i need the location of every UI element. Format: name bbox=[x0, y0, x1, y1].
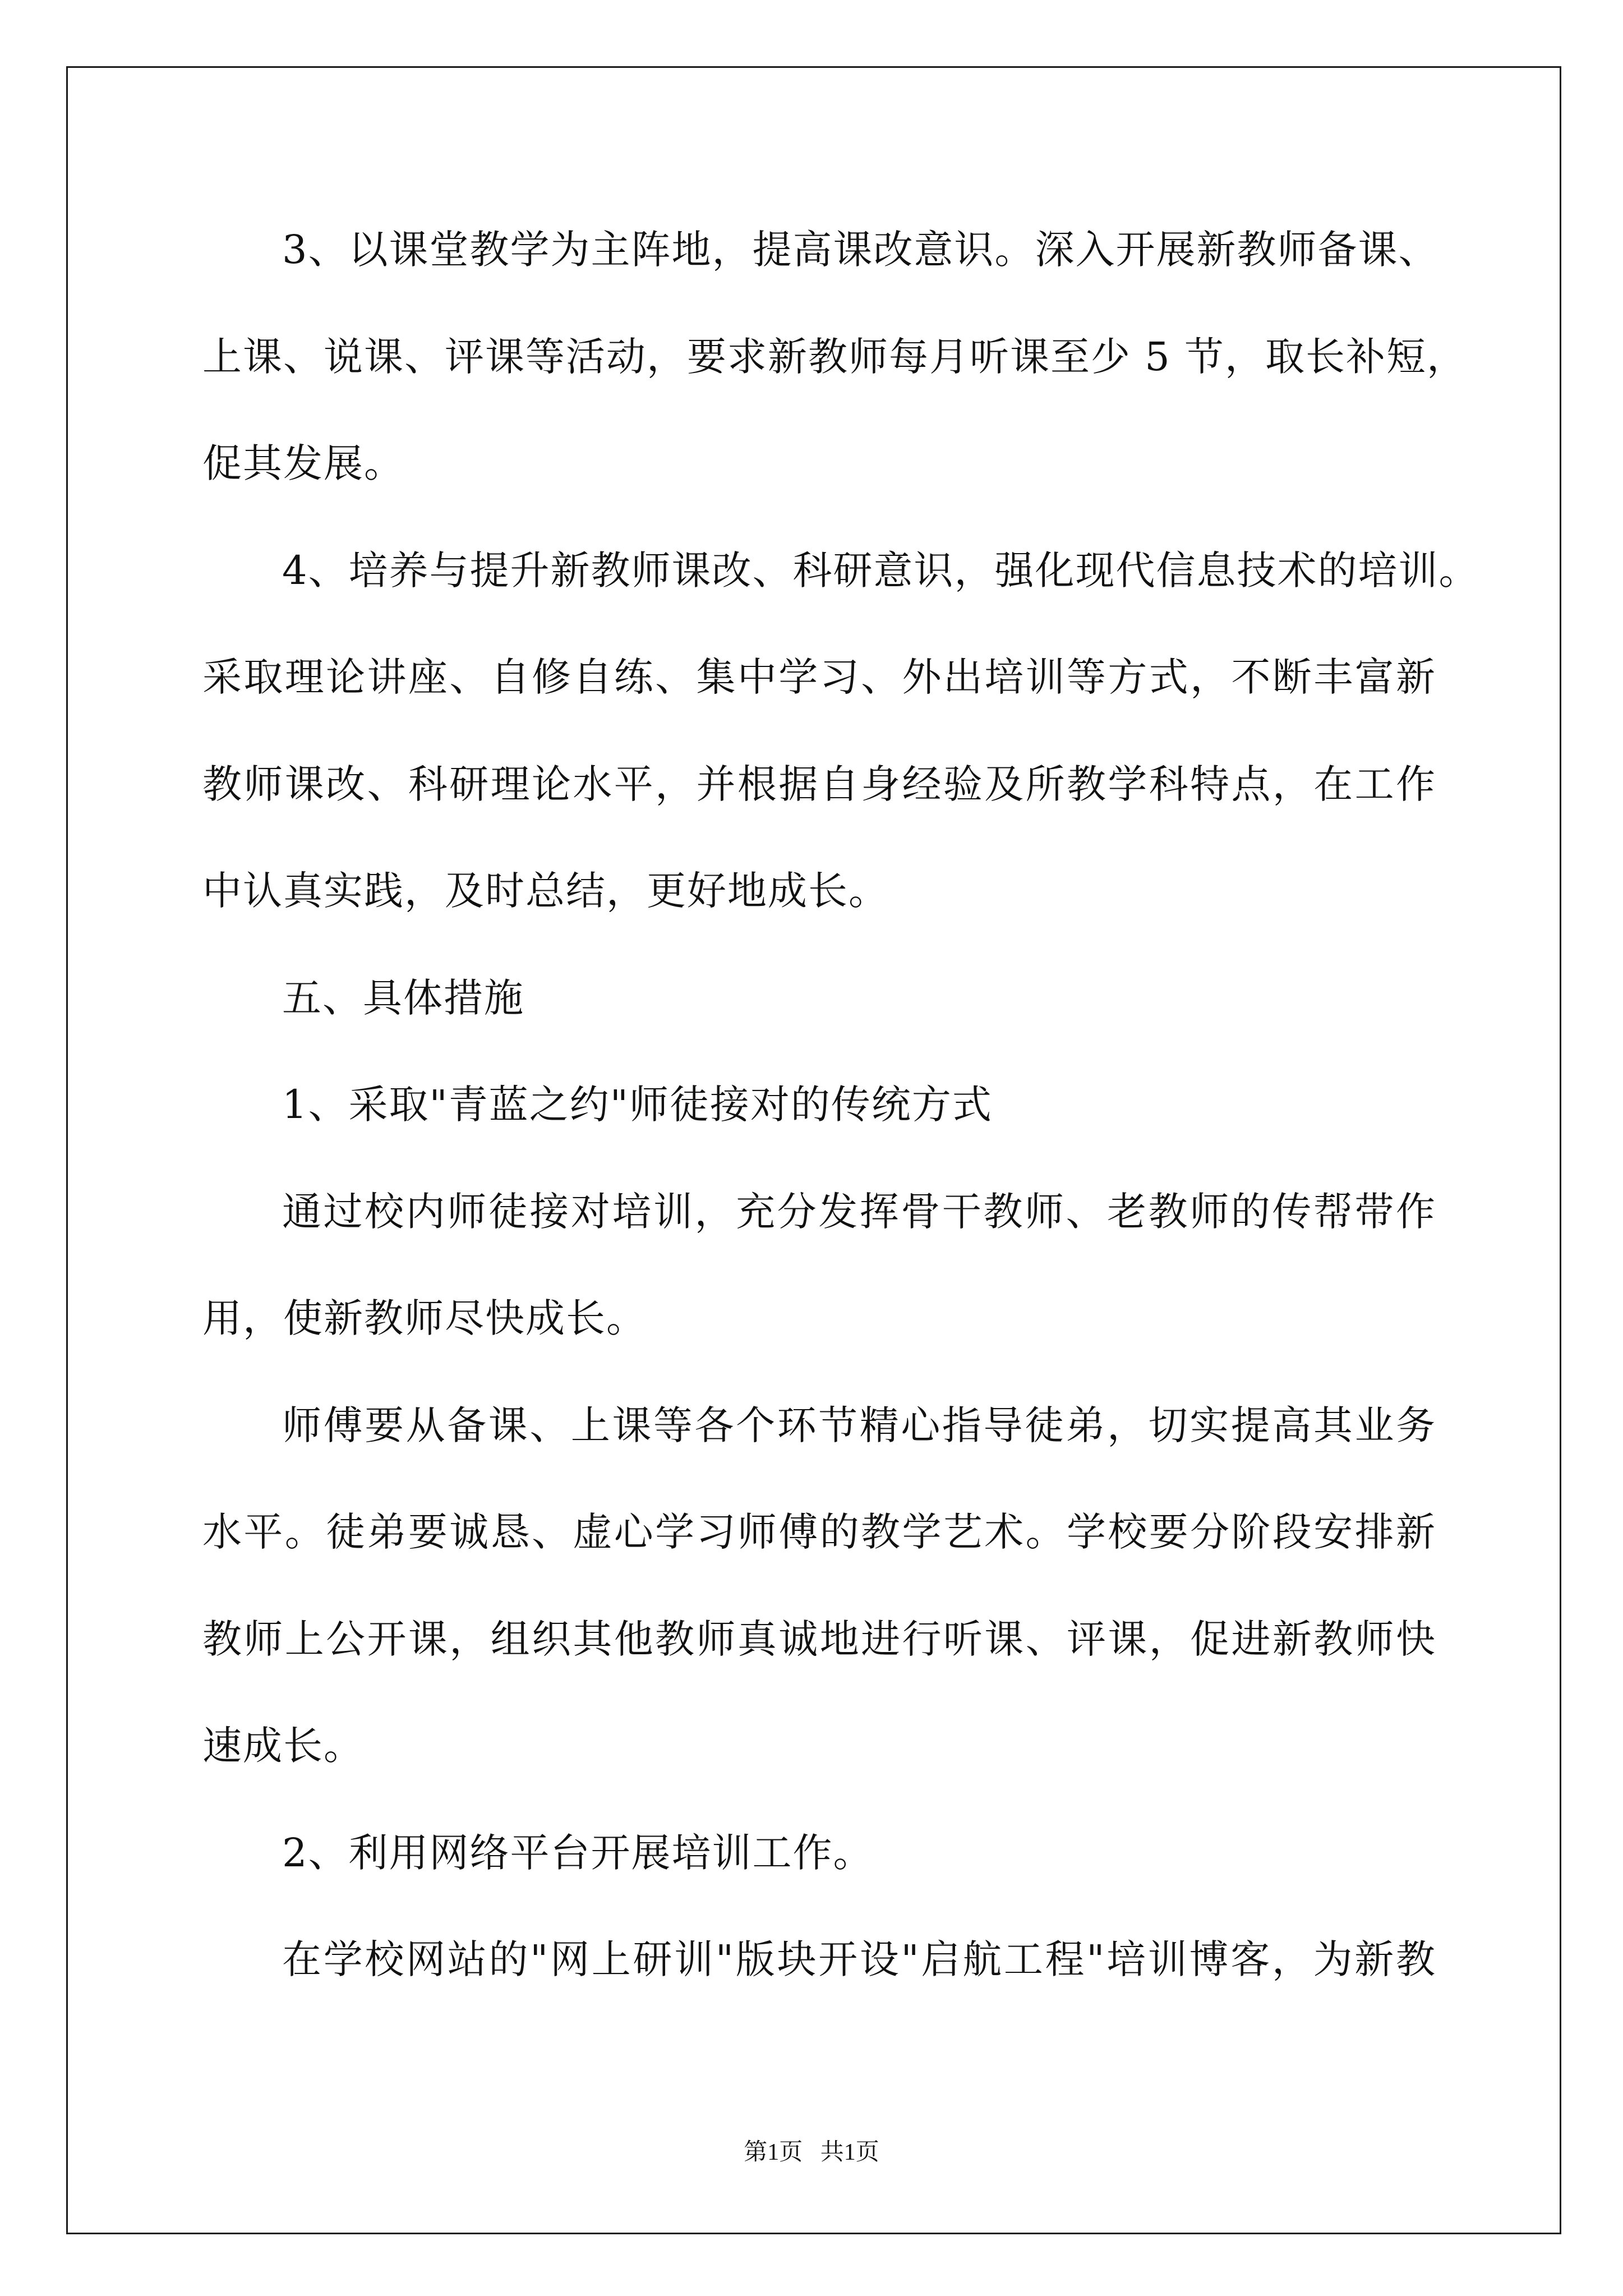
paragraph bbox=[202, 1372, 1436, 1800]
paragraph bbox=[202, 1158, 1436, 1372]
text-line: 用，使新教师尽快成长。 bbox=[202, 1295, 647, 1341]
subsection-heading bbox=[202, 1800, 1436, 1907]
subsection-heading-text: 1、采取"青蓝之约"师徒接对的传统方式 bbox=[282, 1082, 993, 1128]
text-line: 采取理论讲座、自修自练、集中学习、外出培训等方式，不断丰富新 bbox=[202, 654, 1436, 700]
text-line: 水平。徒弟要诚恳、虚心学习师傅的教学艺术。学校要分阶段安排新 bbox=[202, 1509, 1436, 1555]
paragraph bbox=[202, 517, 1479, 945]
text-line: 4、培养与提升新教师课改、科研意识，强化现代信息技术的培训。 bbox=[282, 547, 1479, 593]
page-number-label: 第1页 共1页 bbox=[744, 2139, 879, 2165]
text-line: 教师上公开课，组织其他教师真诚地进行听课、评课，促进新教师快 bbox=[202, 1616, 1436, 1662]
text-line: 促其发展。 bbox=[202, 440, 404, 486]
text-line: 上课、说课、评课等活动，要求新教师每月听课至少 5 节，取长补短， bbox=[202, 333, 1468, 380]
text-line: 3、以课堂教学为主阵地，提高课改意识。深入开展新教师备课、 bbox=[282, 227, 1439, 273]
text-line: 教师课改、科研理论水平，并根据自身经验及所教学科特点，在工作 bbox=[202, 761, 1436, 807]
section-heading bbox=[202, 945, 1436, 1052]
section-heading-text: 五、具体措施 bbox=[282, 974, 524, 1021]
text-line: 速成长。 bbox=[202, 1723, 364, 1769]
text-line: 在学校网站的"网上研训"版块开设"启航工程"培训博客，为新教 bbox=[282, 1936, 1436, 1982]
text-line: 师傅要从备课、上课等各个环节精心指导徒弟，切实提高其业务 bbox=[282, 1402, 1436, 1448]
subsection-heading bbox=[202, 1051, 1436, 1158]
paragraph bbox=[202, 1906, 1436, 2013]
document-body bbox=[202, 196, 1479, 2013]
paragraph bbox=[202, 196, 1468, 517]
text-line: 通过校内师徒接对培训，充分发挥骨干教师、老教师的传帮带作 bbox=[282, 1188, 1436, 1235]
page-footer bbox=[0, 2139, 1623, 2165]
text-line: 中认真实践，及时总结，更好地成长。 bbox=[202, 868, 889, 914]
subsection-heading-text: 2、利用网络平台开展培训工作。 bbox=[282, 1829, 874, 1876]
